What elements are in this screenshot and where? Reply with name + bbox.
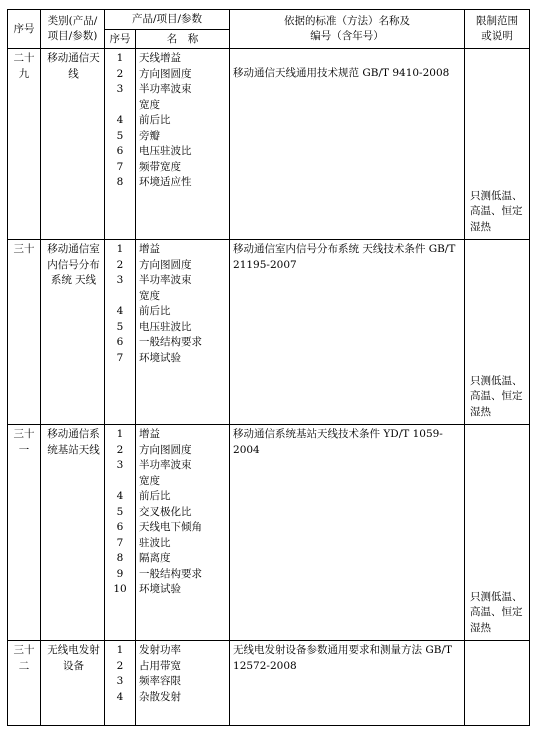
row-seq: 三十 bbox=[8, 240, 41, 425]
row-standard: 移动通信系统基站天线技术条件 YD/T 1059-2004 bbox=[230, 425, 465, 641]
header-category: 类别(产品/项目/参数) bbox=[41, 10, 105, 49]
header-product-group: 产品/项目/参数 bbox=[105, 10, 230, 30]
row-category: 移动通信室内信号分布系统 天线 bbox=[41, 240, 105, 425]
row-seq: 二十九 bbox=[8, 49, 41, 240]
header-sub-seq: 序号 bbox=[105, 30, 136, 49]
item-names: 增益 方向图圆度 半功率波束 宽度 前后比 交叉极化比 天线电下倾角 驻波比 隔离度 一般结构要求 环境试验 bbox=[136, 425, 230, 641]
table-row bbox=[8, 425, 530, 641]
header-limit: 限制范围或说明 bbox=[465, 10, 530, 49]
item-numbers: 1 2 3 4 bbox=[105, 641, 136, 726]
row-limit: 只测低温、高温、恒定湿热 bbox=[465, 240, 530, 425]
row-standard: 移动通信室内信号分布系统 天线技术条件 GB/T 21195-2007 bbox=[230, 240, 465, 425]
row-seq: 三十一 bbox=[8, 425, 41, 641]
row-limit: 只测低温、高温、恒定湿热 bbox=[465, 425, 530, 641]
item-numbers: 1 2 3 4 5 6 7 bbox=[105, 240, 136, 425]
row-category: 移动通信天线 bbox=[41, 49, 105, 240]
row-limit: 只测低温、高温、恒定湿热 bbox=[465, 49, 530, 240]
row-standard: 无线电发射设备参数通用要求和测量方法 GB/T 12572-2008 bbox=[230, 641, 465, 726]
item-numbers: 1 2 3 4 5 6 7 8 9 10 bbox=[105, 425, 136, 641]
item-names: 天线增益 方向图圆度 半功率波束 宽度 前后比 旁瓣 电压驻波比 频带宽度 环境适应性 bbox=[136, 49, 230, 240]
standards-table bbox=[7, 9, 530, 726]
row-seq: 三十二 bbox=[8, 641, 41, 726]
header-seq: 序号 bbox=[8, 10, 41, 49]
row-standard: 移动通信天线通用技术规范 GB/T 9410-2008 bbox=[230, 49, 465, 240]
item-names: 发射功率 占用带宽 频率容限 杂散发射 bbox=[136, 641, 230, 726]
table-row bbox=[8, 240, 530, 425]
header-sub-name: 名 称 bbox=[136, 30, 230, 49]
header-standard: 依据的标准（方法）名称及编号（含年号） bbox=[230, 10, 465, 49]
table-row bbox=[8, 641, 530, 726]
row-category: 移动通信系统基站天线 bbox=[41, 425, 105, 641]
item-names: 增益 方向图圆度 半功率波束 宽度 前后比 电压驻波比 一般结构要求 环境试验 bbox=[136, 240, 230, 425]
row-category: 无线电发射设备 bbox=[41, 641, 105, 726]
item-numbers: 1 2 3 4 5 6 7 8 bbox=[105, 49, 136, 240]
table-row bbox=[8, 49, 530, 240]
row-limit bbox=[465, 641, 530, 726]
